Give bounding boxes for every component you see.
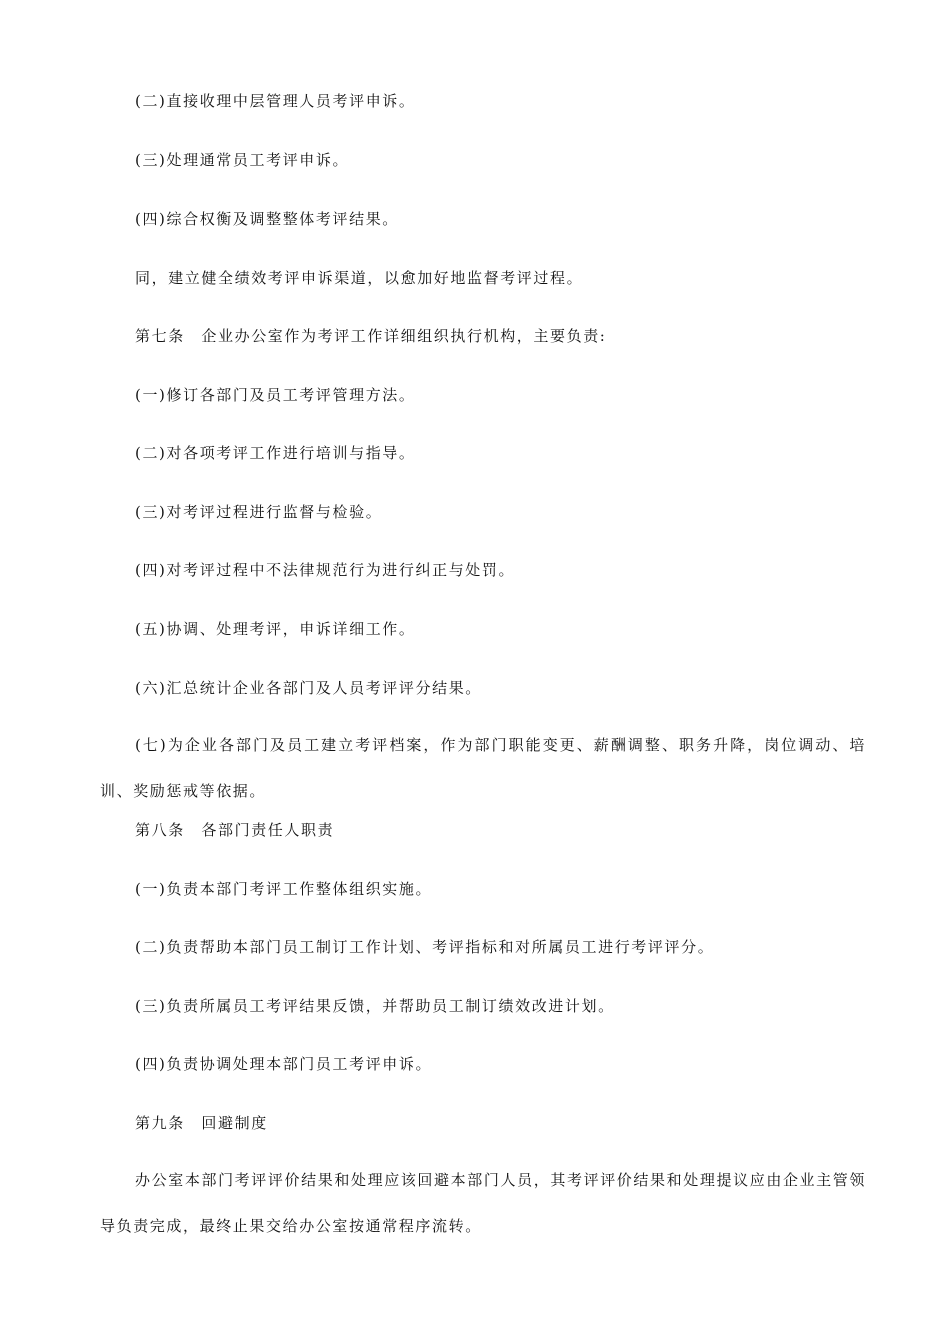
paragraph-8-3: (三)负责所属员工考评结果反馈，并帮助员工制订绩效改进计划。 xyxy=(135,997,615,1015)
paragraph-7-4: (四)对考评过程中不法律规范行为进行纠正与处罚。 xyxy=(135,561,516,579)
paragraph-7-5: (五)协调、处理考评，申诉详细工作。 xyxy=(135,620,416,638)
paragraph-2-3: (二)直接收理中层管理人员考评申诉。 xyxy=(135,92,416,110)
article-7-heading: 第七条 企业办公室作为考评工作详细组织执行机构，主要负责: xyxy=(135,327,607,345)
paragraph-9-1: 办公室本部门考评评价结果和处理应该回避本部门人员，其考评评价结果和处理提议应由企业主管领导负责完成，最终止果交给办公室按通常程序流转。 xyxy=(100,1171,866,1235)
paragraph-7-7: (七)为企业各部门及员工建立考评档案，作为部门职能变更、薪酬调整、职务升降，岗位调动、培训、奖励惩戒等依据。 xyxy=(100,736,866,800)
paragraph-7-1: (一)修订各部门及员工考评管理方法。 xyxy=(135,386,416,404)
paragraph-7-6: (六)汇总统计企业各部门及人员考评评分结果。 xyxy=(135,679,482,697)
article-8-heading: 第八条 各部门责任人职责 xyxy=(135,821,335,839)
paragraph-2-4: (三)处理通常员工考评申诉。 xyxy=(135,151,350,169)
paragraph-8-4: (四)负责协调处理本部门员工考评申诉。 xyxy=(135,1055,433,1073)
paragraph-7-3: (三)对考评过程进行监督与检验。 xyxy=(135,503,383,521)
paragraph-8-1: (一)负责本部门考评工作整体组织实施。 xyxy=(135,880,433,898)
paragraph-2-5: (四)综合权衡及调整整体考评结果。 xyxy=(135,210,399,228)
article-9-heading: 第九条 回避制度 xyxy=(135,1114,268,1132)
paragraph-appeal-channel: 同，建立健全绩效考评申诉渠道，以愈加好地监督考评过程。 xyxy=(135,269,584,287)
paragraph-8-2: (二)负责帮助本部门员工制订工作计划、考评指标和对所属员工进行考评评分。 xyxy=(135,938,715,956)
paragraph-7-2: (二)对各项考评工作进行培训与指导。 xyxy=(135,444,416,462)
